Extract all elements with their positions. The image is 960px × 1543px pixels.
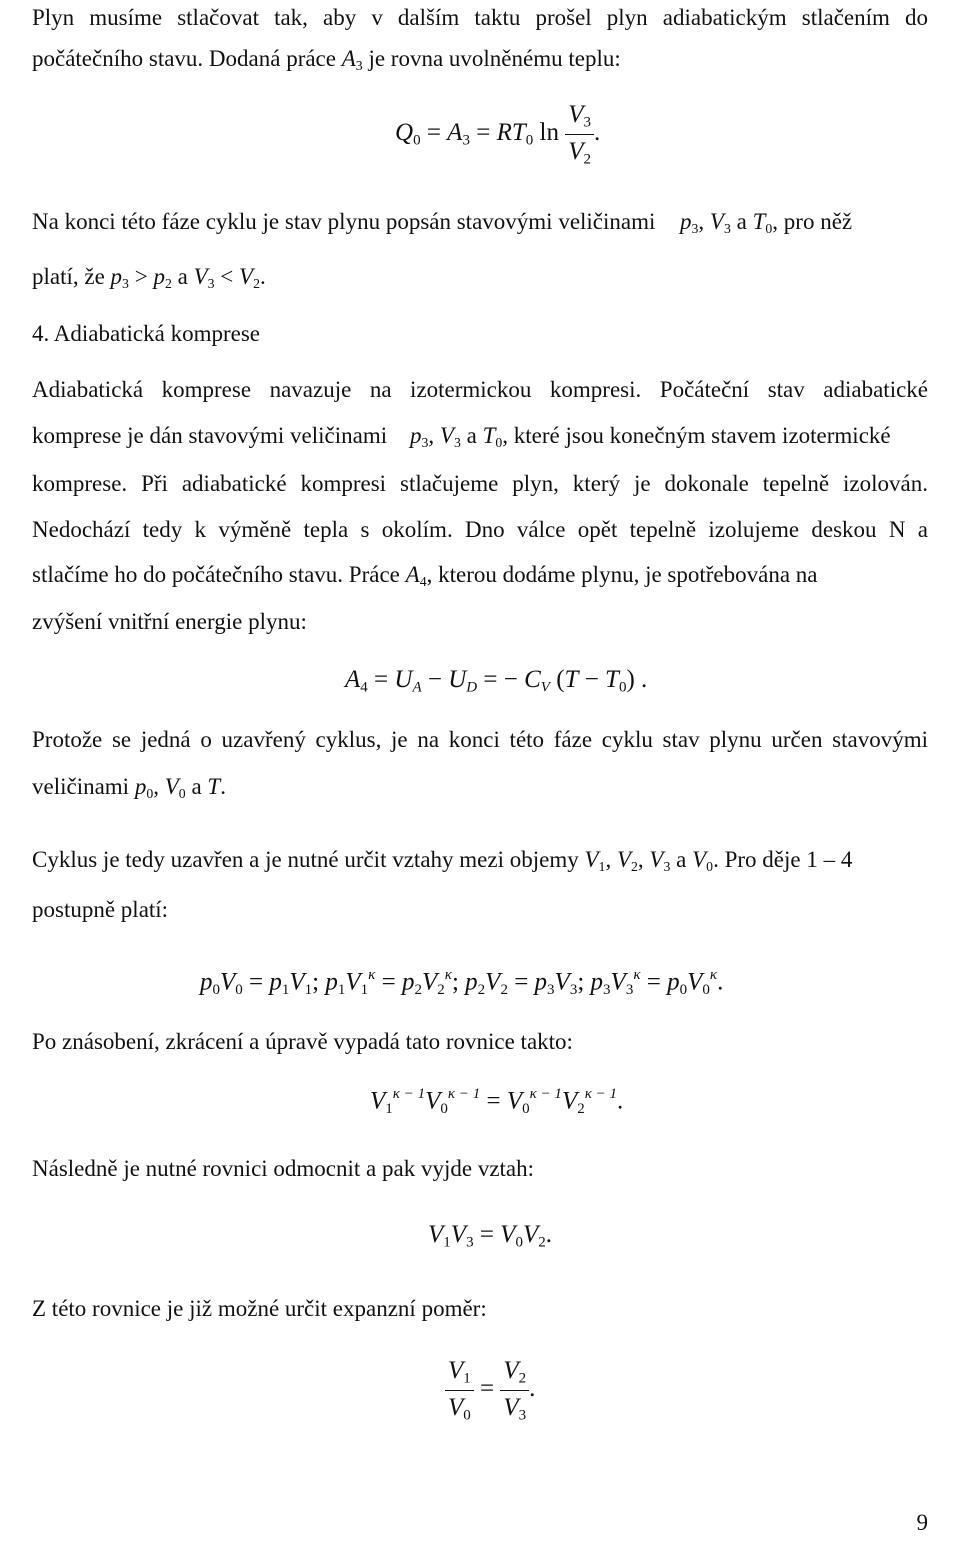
- intro-line-1: Plyn musíme stlačovat tak, aby v dalším taktu prošel plyn adiabatickým stlačením do: [32, 5, 928, 30]
- equation-power: $V_1^{\kappa - 1}V_0^{\kappa - 1} = V_0^{\kappa - 1}V_2^{\kappa - 1}$.: [370, 1086, 624, 1117]
- equation-a4: $A_4 = U_A - U_D$ = − $C_V$ $(T - T_0)$ .: [345, 666, 648, 696]
- state3-line-2: platí, že $p_3 > p_2$ a $V_3 < V_2$.: [32, 264, 266, 292]
- multiply-text: Po znásobení, zkrácení a úpravě vypadá tato rovnice takto:: [32, 1029, 573, 1054]
- equation-cycle-relations: $p_0V_0 = p_1V_1$; $p_1V_1^\kappa = p_2V_2^\kappa$; $p_2V_2 = p_3V_3$; $p_3V_3^\kappa = p_0V_0^\kappa$.: [200, 967, 724, 998]
- equation-q0: $Q_0 = A_3 = RT_0$ ln $\frac{V_3}{V_2}$ .: [395, 101, 601, 167]
- closed-cycle-line-1: Protože se jedná o uzavřený cyklus, je na konci této fáze cyklu stav plynu určen stavovými: [32, 727, 928, 752]
- section4-line-3: komprese. Při adiabatické kompresi stlačujeme plyn, který je dokonale tepelně izolován.: [32, 471, 928, 496]
- section4-line-4: Nedochází tedy k výměně tepla s okolím. Dno válce opět tepelně izolujeme deskou N a: [32, 517, 928, 542]
- section4-line-1: Adiabatická komprese navazuje na izotermickou kompresi. Počáteční stav adiabatické: [32, 377, 928, 402]
- relations-line-1: Cyklus je tedy uzavřen a je nutné určit vztahy mezi objemy $V_1$, $V_2$, $V_3$ a $V_0$. Pro děje 1 – 4: [32, 847, 853, 875]
- relations-line-2: postupně platí:: [32, 897, 169, 922]
- sqrt-text: Následně je nutné rovnici odmocnit a pak vyjde vztah:: [32, 1156, 535, 1181]
- section4-line-2: komprese je dán stavovými veličinami $p_3$, $V_3$ a $T_0$, které jsou konečným stavem izotermické: [32, 423, 891, 451]
- state3-line-1: Na konci této fáze cyklu je stav plynu popsán stavovými veličinami $p_3$, $V_3$ a $T_0$, pro něž: [32, 209, 853, 237]
- equation-product: $V_1V_3 = V_0V_2$.: [428, 1221, 552, 1251]
- section-heading: 4. Adiabatická komprese: [32, 321, 261, 346]
- ratio-text: Z této rovnice je již možné určit expanzní poměr:: [32, 1296, 487, 1321]
- section4-line-5: stlačíme ho do počátečního stavu. Práce $A_4$, kterou dodáme plynu, je spotřebována na: [32, 562, 818, 590]
- intro-line-2: počátečního stavu. Dodaná práce $A_3$ je rovna uvolněnému teplu:: [32, 46, 621, 74]
- section4-line-6: zvýšení vnitřní energie plynu:: [32, 609, 307, 634]
- closed-cycle-line-2: veličinami $p_0$, $V_0$ a T.: [32, 774, 226, 802]
- page-number: 9: [916, 1510, 928, 1535]
- equation-ratio: $\frac{V_1}{V_0}$ = $\frac{V_2}{V_3}$ .: [445, 1358, 535, 1423]
